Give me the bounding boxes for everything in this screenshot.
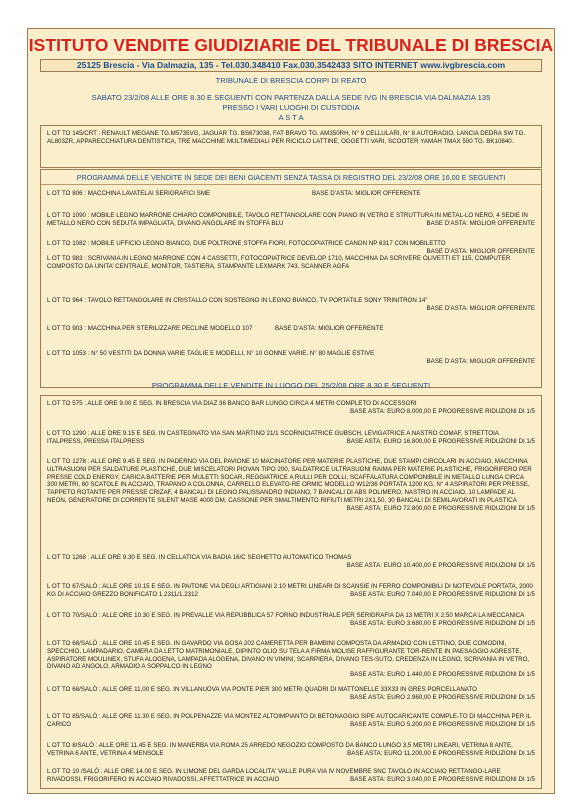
lot-text: L OT TO 70/SALÒ : ALLE ORE 10.30 E SEG. IN PREVALLE VIA REPUBBLICA 57 FORNO INDUSTRIALE PER SERIGRAFIA DA 13 METRI X 2.50 MARCA LA MECCANICA	[47, 612, 525, 619]
lot-item	[47, 325, 535, 333]
lot-text: L OT TO 806 : MACCHINA LAVATELAI SERIGRAFICI SME	[47, 190, 211, 197]
lot-item	[47, 713, 535, 729]
intro-heading: TRIBUNALE DI BRESCIA CORPI DI REATO	[215, 76, 367, 85]
lot-text: L OT TO 1278 : ALLE ORE 9.45 E SEG. IN PADERNO VIA DEL PAVIONE 10 MACINATORE PER MATERIE PLASTICHE, DUE STAMPI CIRCOLARI IN ACCIAIO, MACCHINA ULTRASUONI PER SALDATURE PLASTICHE, DUE MISCELATORI PIOVAN TIPO 200, SALDATRICE ULTRASUONI RAIMA PER MATERIE PLASTICHE, FRIGORIFERO PER PRESSE COLD ENERGY, CARICA BATTERIE PER MULETTI SOCAR, REGGIATRICE A RULLI PER COLLI, SCAFFALATURA COMPONIBILE IN METALLO LUNGA CIRCA 300 METRI, 60 SCATOLE IN ACCIAIO, TRAPANO A COLONNA, CARRELLO ELEVATO-RE ORMIC MODELLO W12/36 PORTATA 1200 KG, N° 4 ASPIRATORI PER PRESSE, TAPPETO ROTANTE PER PRESSE CRIZAF, 4 BANCALI DI LEGNO PALISSANDRO INDIANO, 7 BANCALI DI ABS POLIMERO, NASTRO IN ACCIAIO, 10 LAMPADE AL NEON, GENERATORE DI CORRENTE SILENT MASE 4000 DM, CASSONE PER SMALTIMENTO RIFIUTI METRI 2X1,50, 30 BANCALI DI SEMILAVORATI IN PLASTICA	[47, 458, 532, 504]
intro-custody-line: PRESSO I VARI LUOGHI DI CUSTODIA	[222, 103, 360, 112]
page-title: ISTITUTO VENDITE GIUDIZIARIE DEL TRIBUNALE DI BRESCIA	[28, 35, 554, 55]
lot-item	[47, 130, 535, 146]
lot-item	[47, 612, 535, 627]
lot-text: L OT TO 145/CRT : RENAULT MEGANE TG.M5735VG, JAGUAR TG. BS673038, FAT BRAVO TG. AM350RH, N° 9 CELLULARI, N° 8 AUTORADIO, LANCIA DEDRA SW TG. AL803ZR, APPARECCHIATURA DENTISTICA, TRE MACCHINE MULTIMEDIALI PER RICICLO LATTINE, OGGETTI VARI, SCOOTER YAMAH TMAX 500 TG. BK10840.	[47, 130, 526, 145]
lot-item	[47, 458, 535, 513]
lot-item	[47, 190, 535, 198]
lot-text: L OT TO 1290 : ALLE ORE 9.15 E SEG. IN CASTEGNATO VIA SAN MARTINO 21/1 SCORNICIATRICE GUBSCH, LEVIGATRICE A NASTRO COMAF, STRETTOIA ITALPRESS, PRESSA ITALPRESS	[47, 430, 499, 445]
lot-item	[47, 686, 535, 702]
lot-text: L OT TO 85/SALÒ : ALLE ORE 11.30 E SEG. IN POLPENAZZE VIA MONTEZ ALTOIMPIANTO DI BETONAGGIO SIPE AUTOCARICANTE COMPLE-TO DI MACCHINA PER IL CARICO	[47, 713, 531, 728]
lot-base: BASE ASTA: EURO 8.000,00 E PROGRESSIVE RIDUZIONI DI 1/5	[350, 407, 535, 415]
lot-item	[47, 554, 535, 570]
lot-text: L OT TO 8/SALÒ : ALLE ORE 11.45 E SEG. IN MANERBA VIA ROMA 25 ARREDO NEGOZIO COMPOSTO DA BANCO LUNGO 3,5 METRI LINEARI, VETRINA 8 ANTE, VETRINA 6 ANTE, VETRINA 4 MENSOLE	[47, 742, 513, 757]
lot-item	[47, 297, 535, 313]
lot-base: BASE D’ASTA: MIGLIOR OFFERENTE	[426, 357, 535, 365]
lot-base: BASE ASTA: EURO 5.200,00 E PROGRESSIVE RIDUZIONI DI 1/5	[350, 720, 535, 728]
lot-text: L OT TO 68/SALÒ : ALLE ORE 11.00 E SEG. IN VILLANUOVA VIA PONTE PIER 300 METRI QUADRI DI MATTONELLE 33X33 IN GRES PORCELLANATO	[47, 686, 477, 693]
lot-text: L OT TO 1053 : N° 50 VESTITI DA DONNA VARIE TAGLIE E MODELLI, N° 10 GONNE VARIE, N° 80 MAGLIE ESTIVE	[47, 350, 375, 357]
lot-item	[47, 240, 535, 256]
lot-base: BASE ASTA: EURO 11.200,00 E PROGRESSIVE RIDUZIONI DI 1/5	[347, 749, 535, 757]
lot-item	[47, 212, 535, 228]
lot-base: BASE ASTA: EURO 72.800,00 E PROGRESSIVE RIDUZIONI DI 1/5	[346, 504, 535, 512]
intro-asta-line: A S T A	[278, 113, 304, 122]
lot-item	[47, 400, 535, 416]
divider	[41, 184, 541, 185]
lot-text: L OT TO 10 /SALÒ : ALLE ORE 14.00 E SEG. IN LIMONE DEL GARDA LOCALITA' VALLE PURA VIA IV NOVEMBRE SNC TAVOLO IN ACCIAIO RETTANGO-LARE RIVADOSSI, FRIGORIFERO IN ACCIAIO RIVADOSSI, AFFETTATRICE IN ACCIAIO	[47, 768, 501, 783]
lot-item	[47, 640, 535, 679]
lot-base: BASE D’ASTA: MIGLIOR OFFERENTE	[426, 219, 535, 227]
lot-item	[47, 768, 535, 784]
newspaper-notice	[27, 28, 555, 794]
lot-item	[47, 583, 535, 599]
lot-base: BASE ASTA: EURO 2.960,00 E PROGRESSIVE RIDUZIONI DI 1/5	[350, 693, 535, 701]
lot-text: L OT TO 1082 : MOBILE UFFICIO LEGNO BIANCO, DUE POLTRONE STOFFA FIORI, FOTOCOPIATRICE CANON NP 6317 CON MOBILETTO	[47, 240, 446, 247]
section-luogo-title: PROGRAMMA DELLE VENDITE IN LUOGO DEL 25/2/08 ORE 8.30 E SEGUENTI	[151, 381, 431, 390]
lot-text: L OT TO 67/SALÒ : ALLE ORE 10.15 E SEG. IN PAITONE VIA DEGLI ARTIGIANI 2 10 METRI LINEARI DI SCANSIE IN FERRO COMPONIBILI DI NOTEVOLE PORTATA, 2000 KG DI ACCIAIO GREZZO BONIFICATO 1.2311/1.2312	[47, 583, 533, 598]
intro-date-line: SABATO 23/2/08 ALLE ORE 8.30 E SEGUENTI CON PARTENZA DALLA SEDE IVG IN BRESCIA VIA DALMAZIA 135	[91, 93, 491, 102]
lot-base: BASE ASTA: EURO 16.800,00 E PROGRESSIVE RIDUZIONI DI 1/5	[346, 437, 535, 445]
lot-item	[47, 255, 535, 271]
lot-text: L OT TO 903 : MACCHINA PER STERILIZZARE PECLINE MODELLO 107	[47, 325, 253, 332]
section-sede-box	[40, 169, 542, 388]
lot-text: L OT TO 1268 : ALLE ORE 9.30 E SEG. IN CELLATICA VIA BADIA 16/C SEGHETTO AUTOMATICO THOMAS	[47, 554, 352, 561]
section-sede-title: PROGRAMMA DELLE VENDITE IN SEDE DEI BENI GIACENTI SENZA TASSA DI REGISTRO DEL 23/2/08 ORE 16.00 E SEGUENTI	[76, 173, 506, 182]
corpi-reato-box	[40, 125, 542, 168]
address-bar: 25125 Brescia - Via Dalmazia, 135 - Tel.030.348410 Fax.030.3542433 SITO INTERNET www.ivgbrescia.com	[40, 59, 542, 72]
lot-item	[47, 742, 535, 758]
lot-text: L OT TO 964 : TAVOLO RETTANGOLARE IN CRISTALLO CON SOSTEGNO IN LEGNO BIANCO, TV PORTATILE SONY TRINITRON 14”	[47, 297, 428, 304]
lot-text: L OT TO 983 : SCRIVANIA IN LEGNO MARRONE CON 4 CASSETTI, FOTOCOPIATRICE DEVELOP 1710, MACCHINA DA SCRIVERE OLIVETTI ET 115, COMPUTER COMPOSTO DA UNITA’ CENTRALE, MONITOR, TASTIERA, STAMPANTE LEXMARK 743, SCANNER AGFA	[47, 255, 511, 270]
lot-text: L OT TO 1090 : MOBILE LEGNO MARRONE CHIARO COMPONIBILE, TAVOLO RETTANGOLARE CON PIANO IN VETRO E STRUTTURA IN METAL-LO NERO, 4 SEDIE IN METALLO NERO CON SEDUTA IMPAGLIATA, DIVANO ANGOLARE IN STOFFA BLU	[47, 212, 528, 227]
lot-base: BASE ASTA: EURO 1.440,00 E PROGRESSIVE RIDUZIONI DI 1/5	[350, 671, 535, 679]
lot-base: BASE ASTA: EURO 3.040,00 E PROGRESSIVE RIDUZIONI DI 1/5	[350, 775, 535, 783]
lot-base: BASE ASTA: EURO 7.040,00 E PROGRESSIVE RIDUZIONI DI 1/5	[350, 590, 535, 598]
lot-base: BASE D’ASTA: MIGLIOR OFFERENTE	[275, 325, 384, 332]
lot-base: BASE D’ASTA: MIGLIOR OFFERENTE	[426, 247, 535, 255]
lot-item	[47, 350, 535, 366]
lot-base: BASE D’ASTA: MIGLIOR OFFERENTE	[426, 304, 535, 312]
lot-text: L OT TO 575 : ALLE ORE 9.00 E SEG. IN BRESCIA VIA DIAZ 36 BANCO BAR LUNGO CIRCA 4 METRI COMPLETO DI ACCESSORI	[47, 400, 417, 407]
lot-base: BASE ASTA: EURO 3.680,00 E PROGRESSIVE RIDUZIONI DI 1/5	[350, 619, 535, 627]
lot-text: L OT TO 68/SALÒ : ALLE ORE 10.45 E SEG. IN GAVARDO VIA GOSA 202 CAMERETTA PER BAMBINI COMPOSTA DA ARMADIO CON LETTINO, DUE COMODINI, SPECCHIO, LAMPADARIO, CAMERA DA LETTO MATRIMONIALE, DIPINTO OLIO SU TELA A FIRMA MOLISE RAFFIGURANTE TOR-RENTE IN PAESAGGIO AGRESTE, ASPIRATORE MOULINEX, STUFA ALOGENA, LAMPADA ALOGENA, DIVANO IN VIMINI, SCARPIERA, DIVANO TES-SUTO, CREDENZA IN LEGNO, SCRIVANIA IN VETRO, DIVANO AD ANGOLO, ARMADIO A SOPPALCO IN LEGNO	[47, 640, 530, 671]
lot-item	[47, 430, 535, 446]
lot-base: BASE D’ASTA: MIGLIOR OFFERENTE	[312, 190, 421, 197]
lot-base: BASE ASTA: EURO 10.400,00 E PROGRESSIVE RIDUZIONI DI 1/5	[346, 561, 535, 569]
section-luogo-box	[40, 395, 542, 789]
